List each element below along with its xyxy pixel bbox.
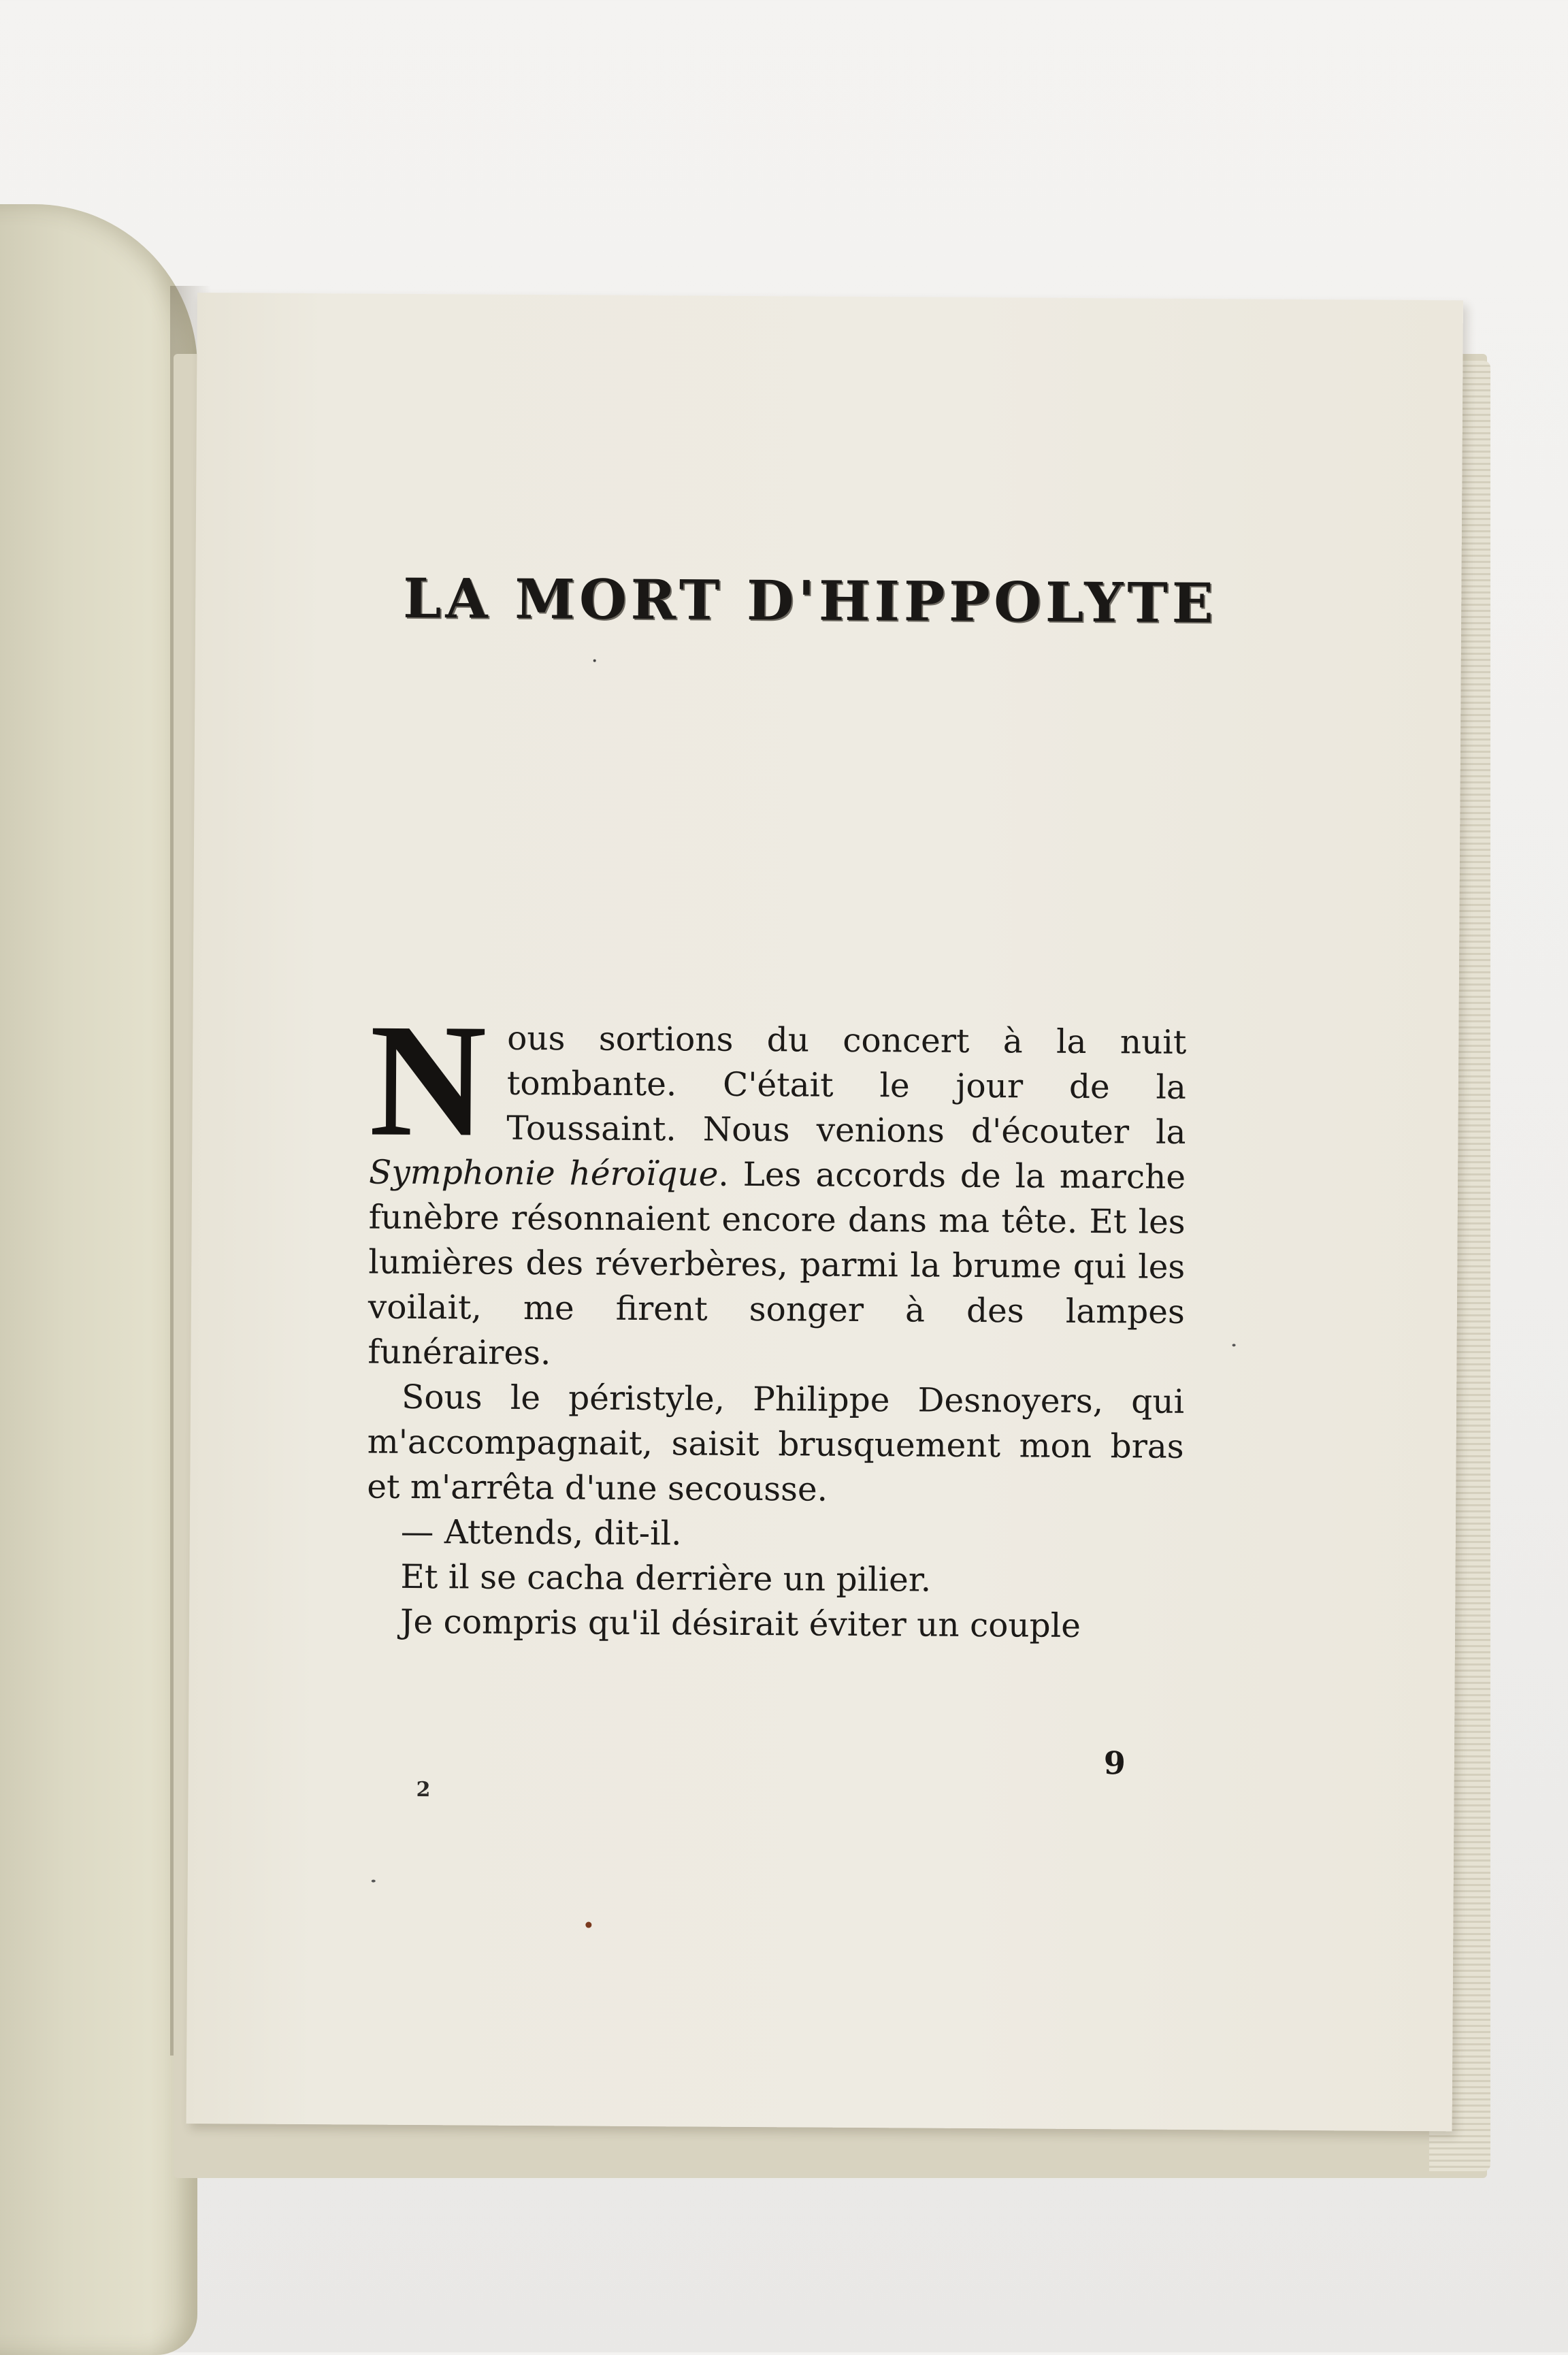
paragraph-1-text-a: ous sortions du concert à la nuit tombante. C'était le jour de la Toussaint. Nous venions d'écouter la	[506, 1019, 1187, 1152]
paper-speck	[593, 660, 596, 662]
paper-speck	[1232, 1344, 1236, 1346]
drop-cap: N	[369, 990, 487, 1171]
paragraph-1	[368, 990, 1187, 1380]
paper-speck	[585, 1922, 591, 1928]
book-page	[186, 293, 1463, 2131]
left-facing-page	[0, 204, 197, 2355]
paragraph-4: Et il se cacha derrière un pilier.	[400, 1557, 932, 1599]
paragraph-5: Je compris qu'il désirait éviter un couple	[399, 1602, 1081, 1645]
body-text	[366, 990, 1187, 1649]
paragraph-2: Sous le péristyle, Philippe Desnoyers, qui m'accompagnait, saisit brusquement mon bras et m'arrêta d'une secousse.	[367, 1378, 1185, 1509]
chapter-title: LA MORT D'HIPPOLYTE	[402, 566, 1218, 636]
paragraph-3: — Attends, dit-il.	[400, 1512, 682, 1553]
paragraph-1-text-b: . Les accords de la marche funèbre résonnaient encore dans ma tête. Et les lumières des réverbères, parmi la brume qui les voilait, me firent songer à des lampes funéraires.	[368, 1155, 1186, 1373]
page-number: 9	[1103, 1744, 1126, 1782]
signature-mark: 2	[416, 1778, 431, 1802]
paragraph-1-italic-title: Symphonie héroïque	[368, 1153, 719, 1194]
paper-speck	[372, 1880, 376, 1883]
